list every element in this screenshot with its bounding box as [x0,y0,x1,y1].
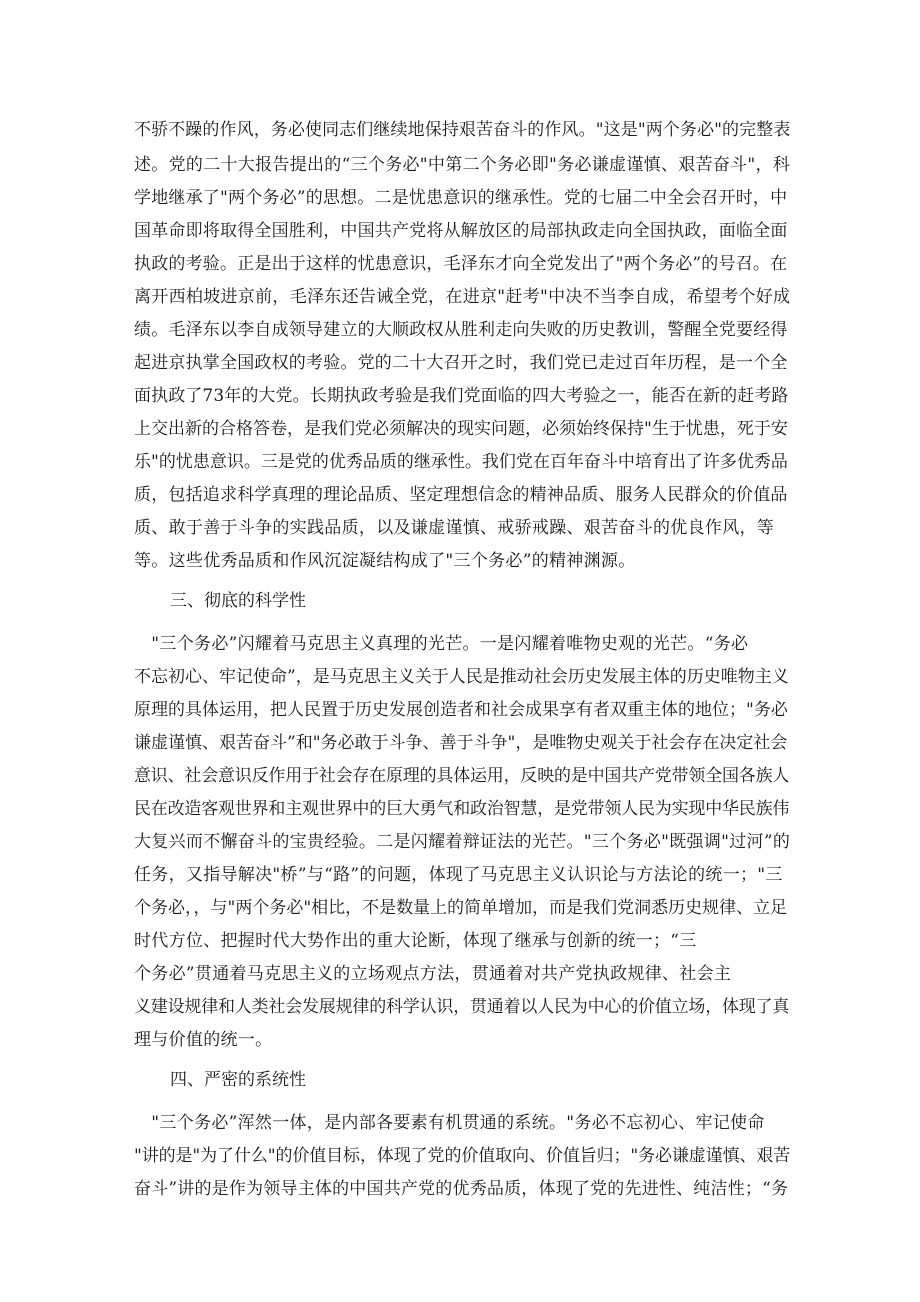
paragraph-line: 任务，又指导解决"桥”与“路”的问题，体现了马克思主义认识论与方法论的统一；"三 [134,865,783,885]
paragraph-line: 面执政了73年的大党。长期执政考验是我们党面临的四大考验之一，能否在新的赶考路 [134,386,789,406]
section-heading-3: 三、彻底的科学性 [170,591,306,611]
paragraph-line: 学地继承了"两个务必”的思想。二是忧患意识的继承性。党的七届二中全会召开时，中 [134,188,788,208]
paragraph-line: 乐"的忧患意识。三是党的优秀品质的继承性。我们党在百年奋斗中培育出了许多优秀品 [134,452,788,472]
paragraph-line: 时代方位、把握时代大势作出的重大论断，体现了继承与创新的统一；“三 [134,931,697,951]
paragraph-line: 理与价值的统一。 [134,1030,273,1050]
paragraph-line: 不忘初心、牢记使命”，是马克思主义关于人民是推动社会历史发展主体的历史唯物主义 [134,667,789,687]
paragraph-line: 质，包括追求科学真理的理论品质、坚定理想信念的精神品质、服务人民群众的价值品 [134,485,788,505]
paragraph-line: 绩。毛泽东以李自成领导建立的大顺政权从胜利走向失败的历史教训，警醒全党要经得 [134,320,788,340]
paragraph-line: 执政的考验。正是出于这样的忧患意识，毛泽东才向全党发出了"两个务必”的号召。在 [134,254,788,274]
paragraph-line: 民在改造客观世界和主观世界中的巨大勇气和政治智慧，是党带领人民为实现中华民族伟 [134,799,790,819]
paragraph-line: "三个务必”闪耀着马克思主义真理的光芒。一是闪耀着唯物史观的光芒。“务必 [134,634,749,654]
paragraph-line: 述。党的二十大报告提出的“三个务必"中第二个务必即"务必谦虚谨慎、艰苦奋斗"，科 [134,155,791,175]
paragraph-line: 不骄不躁的作风，务必使同志们继续地保持艰苦奋斗的作风。"这是"两个务必"的完整表 [134,120,791,140]
paragraph-line: 上交出新的合格答卷，是我们党必须解决的现实问题，必须始终保持"生于忧患，死于安 [134,419,788,439]
paragraph-line: 个务必”贯通着马克思主义的立场观点方法，贯通着对共产党执政规律、社会主 [134,964,732,984]
section-heading-4: 四、严密的系统性 [170,1070,306,1090]
paragraph-line: 原理的具体运用，把人民置于历史发展创造者和社会成果享有者双重主体的地位；"务必 [134,700,788,720]
paragraph-line: 谦虚谨慎、艰苦奋斗”和"务必敢于斗争、善于斗争"，是唯物史观关于社会存在决定社会 [134,733,788,753]
paragraph-line: 个务必，，与"两个务必"相比，不是数量上的简单增加，而是我们党洞悉历史规律、立足 [134,898,788,918]
paragraph-line: 质、敢于善于斗争的实践品质，以及谦虚谨慎、戒骄戒躁、艰苦奋斗的优良作风，等 [134,518,775,538]
paragraph-line: "讲的是"为了什么"的价值目标，体现了党的价值取向、价值旨归；"务必谦虚谨慎、艰苦 [134,1146,791,1166]
paragraph-line: 起进京执掌全国政权的考验。党的二十大召开之时，我们党已走过百年历程，是一个全 [134,353,788,373]
paragraph-line: "三个务必”浑然一体，是内部各要素有机贯通的系统。"务必不忘初心、牢记使命 [134,1113,765,1133]
paragraph-line: 国革命即将取得全国胜利，中国共产党将从解放区的局部执政走向全国执政，面临全面 [134,221,788,241]
paragraph-line: 意识、社会意识反作用于社会存在原理的具体运用，反映的是中国共产党带领全国各族人 [134,766,790,786]
paragraph-line: 离开西柏坡进京前，毛泽东还告诫全党，在进京"赶考"中决不当李自成，希望考个好成 [134,287,791,307]
paragraph-line: 义建设规律和人类社会发展规律的科学认识，贯通着以人民为中心的价值立场，体现了真 [134,997,790,1017]
paragraph-line: 奋斗”讲的是作为领导主体的中国共产党的优秀品质，体现了党的先进性、纯洁性；“务 [134,1179,789,1199]
paragraph-line: 大复兴而不懈奋斗的宝贵经验。二是闪耀着辩证法的光芒。"三个务必"既强调"过河”的 [134,832,791,852]
paragraph-line: 等。这些优秀品质和作风沉淀凝结构成了"三个务必”的精神渊源。 [134,551,636,571]
